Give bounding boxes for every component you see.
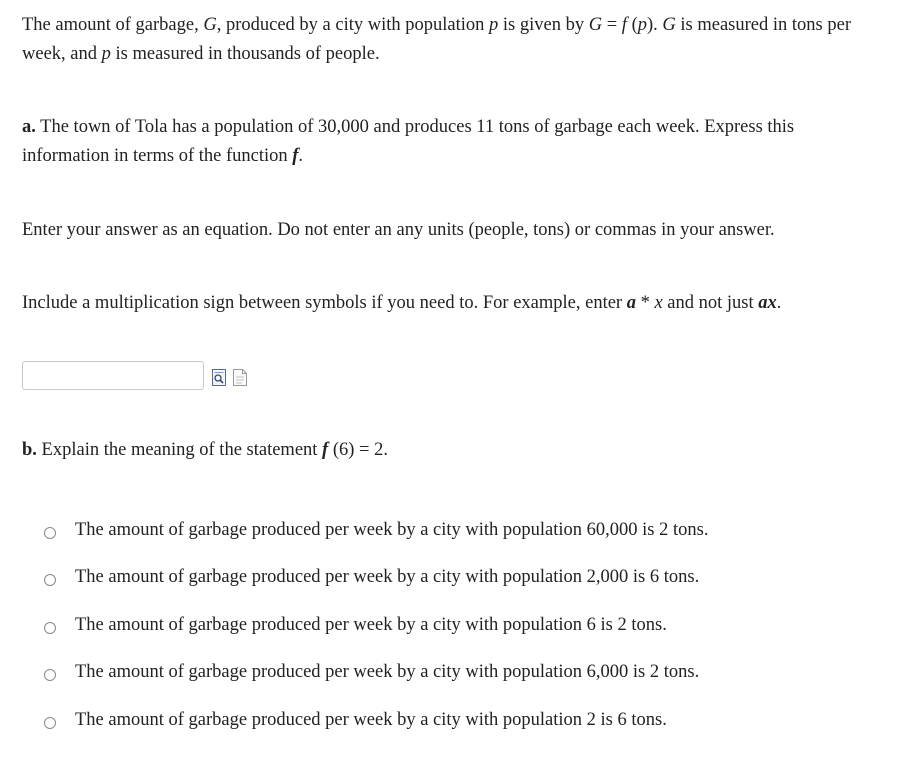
choice-text: tons. xyxy=(668,520,709,540)
radio-button[interactable] xyxy=(44,717,56,729)
instruction-text: and not just xyxy=(662,293,759,313)
choice-text: is xyxy=(637,520,660,540)
var-G: G xyxy=(662,15,676,35)
var-p: p xyxy=(489,15,499,35)
choice-text: tons. xyxy=(659,567,700,587)
choice-label xyxy=(75,565,699,589)
choice-text: The amount of garbage produced per week by a city with population xyxy=(75,567,587,587)
var-f: f xyxy=(621,15,627,35)
instruction-text: . xyxy=(776,293,782,313)
radio-button[interactable] xyxy=(44,574,56,586)
var-f: f xyxy=(292,146,299,166)
answer-choice-5[interactable] xyxy=(44,708,667,732)
intro-text: The amount of garbage, xyxy=(22,15,204,35)
choice-text: The amount of garbage produced per week by a city with population xyxy=(75,520,587,540)
part-a-text: . xyxy=(298,146,304,166)
choice-text: tons. xyxy=(626,710,667,730)
part-a-question xyxy=(22,113,872,171)
choice-label xyxy=(75,660,699,684)
choice-text: The amount of garbage produced per week by a city with population xyxy=(75,710,587,730)
intro-text: is given by xyxy=(498,15,589,35)
part-a-text: The town of Tola has a population of xyxy=(35,117,319,137)
answer-choice-3[interactable] xyxy=(44,613,667,637)
part-a-text: and produces xyxy=(368,117,477,137)
radio-button[interactable] xyxy=(44,622,56,634)
choice-text: is xyxy=(595,710,618,730)
var-G: G xyxy=(203,15,217,35)
answer-input[interactable] xyxy=(22,361,204,390)
question-intro xyxy=(22,11,872,69)
var-a: a xyxy=(626,293,636,313)
choice-tons: 2 xyxy=(617,615,627,635)
radio-button[interactable] xyxy=(44,669,56,681)
var-p: p xyxy=(637,15,647,35)
var-G: G xyxy=(588,15,603,35)
choice-tons: 2 xyxy=(659,520,669,540)
tons-value: 11 xyxy=(476,117,495,137)
instruction-line-1: Enter your answer as an equation. Do not enter an any units (people, tons) or commas in your answer. xyxy=(22,220,775,240)
choice-tons: 6 xyxy=(649,567,660,587)
choice-tons: 6 xyxy=(617,710,627,730)
choice-text: The amount of garbage produced per week by a city with population xyxy=(75,615,587,635)
part-b-text: (6) = 2. xyxy=(328,440,388,460)
choice-text: The amount of garbage produced per week by a city with population xyxy=(75,662,587,682)
choice-population: 6,000 xyxy=(586,662,629,682)
part-b-question xyxy=(22,436,872,465)
equals-sign: = xyxy=(602,15,622,35)
var-p: p xyxy=(101,44,111,64)
answer-choice-4[interactable] xyxy=(44,660,699,684)
choice-label xyxy=(75,708,667,732)
instruction-text: Include a multiplication sign between symbols if you need to. For example, enter xyxy=(22,293,627,313)
choice-label xyxy=(75,518,708,542)
close-paren: ). xyxy=(646,15,658,35)
open-paren: ( xyxy=(626,15,638,35)
radio-button[interactable] xyxy=(44,527,56,539)
preview-icon[interactable] xyxy=(212,369,226,386)
var-x: x xyxy=(654,293,663,313)
choice-tons: 2 xyxy=(649,662,660,682)
part-a-label: a. xyxy=(22,117,36,137)
answer-choice-2[interactable] xyxy=(44,565,699,589)
part-b-label: b. xyxy=(22,440,37,460)
instruction-line-2 xyxy=(22,289,872,318)
choice-population: 6 xyxy=(586,615,596,635)
part-a-text: tons of garbage each week. Express this information in terms of the function xyxy=(22,117,795,166)
intro-text: is measured in tons per week, and xyxy=(22,15,851,64)
var-f: f xyxy=(322,440,329,460)
help-icon[interactable] xyxy=(233,369,247,386)
choice-label xyxy=(75,613,667,637)
intro-text: , produced by a city with population xyxy=(216,15,490,35)
part-b-text: Explain the meaning of the statement xyxy=(36,440,323,460)
population-value: 30,000 xyxy=(318,117,369,137)
choice-population: 2 xyxy=(586,710,596,730)
choice-population: 60,000 xyxy=(586,520,638,540)
var-ax: ax xyxy=(758,293,777,313)
choice-text: is xyxy=(628,567,650,587)
multiply-sign: * xyxy=(635,293,655,313)
choice-text: tons. xyxy=(626,615,667,635)
choice-population: 2,000 xyxy=(586,567,629,587)
answer-choice-1[interactable] xyxy=(44,518,708,542)
choice-text: is xyxy=(595,615,618,635)
choice-text: is xyxy=(628,662,650,682)
choice-text: tons. xyxy=(659,662,700,682)
intro-text: is measured in thousands of people. xyxy=(110,44,380,64)
